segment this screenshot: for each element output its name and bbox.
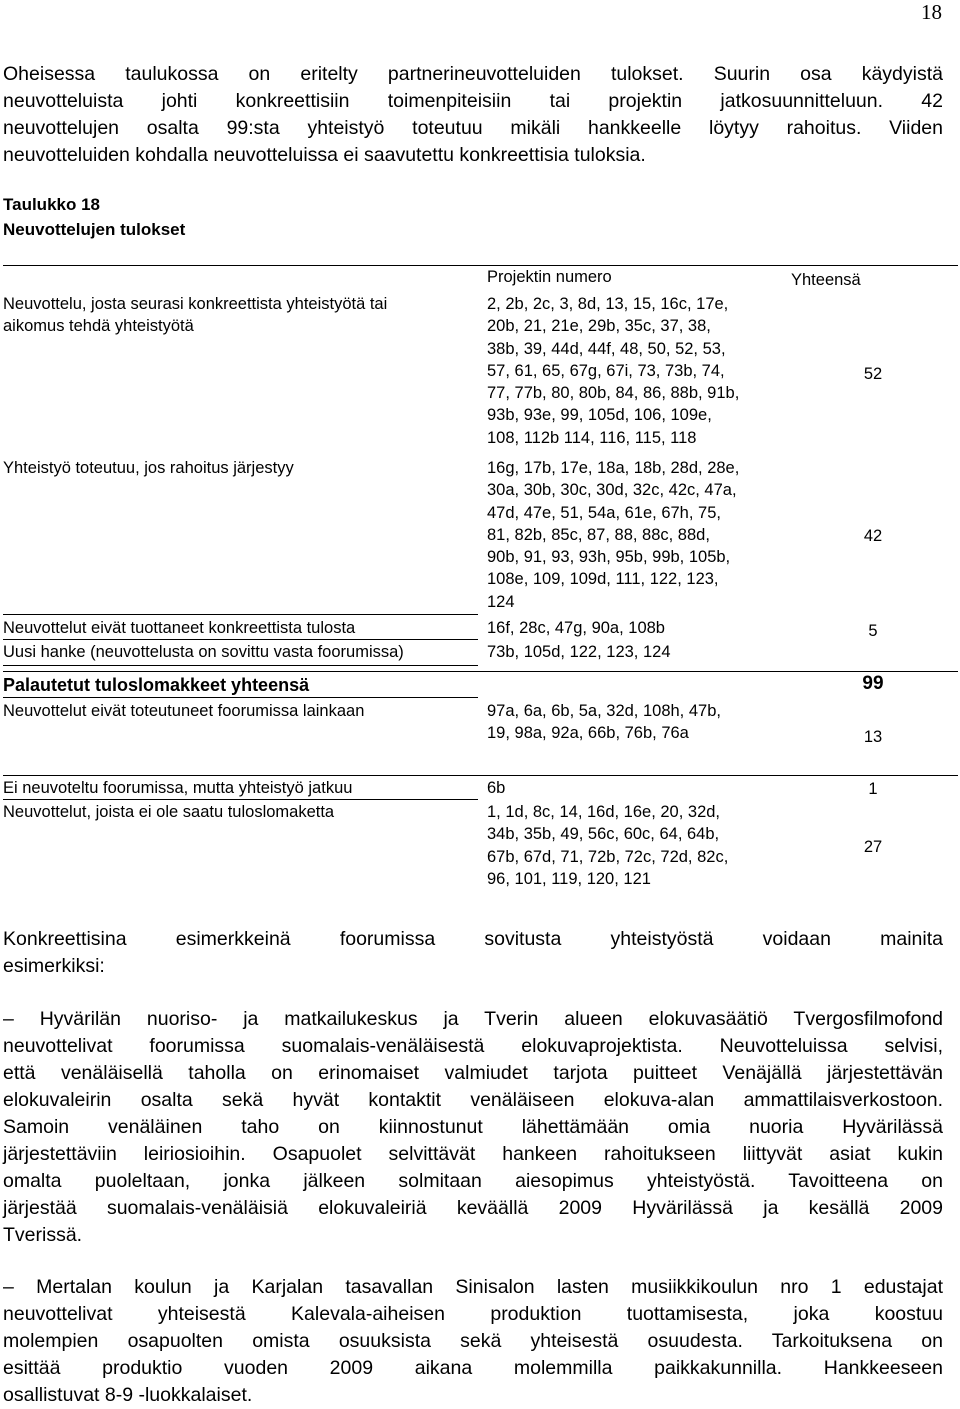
project-numbers-line: 67b, 67d, 71, 72b, 72c, 72d, 82c,: [487, 847, 729, 866]
header-project-number: Projektin numero: [487, 268, 612, 286]
row-divider: [3, 671, 958, 672]
example-1-line: Samoin venäläinen taho on kiinnostunut lähettämään omia nuoria Hyvärilässä: [3, 1116, 943, 1138]
table-number: Taulukko 18: [3, 195, 100, 214]
project-numbers-line: 6b: [487, 779, 506, 797]
row-count: 5: [868, 622, 878, 640]
row-divider: [3, 799, 478, 800]
examples-intro-line: esimerkiksi:: [3, 955, 105, 977]
row-label: Neuvottelut eivät tuottaneet konkreettista tulosta: [3, 619, 356, 637]
project-numbers: [487, 777, 787, 799]
examples-intro-line: Konkreettisina esimerkkeinä foorumissa sovitusta yhteistyöstä voidaan mainita: [3, 928, 943, 950]
table-caption: [3, 192, 185, 242]
example-1-line: elokuvaleirin osalta sekä hyvät kontaktit venäläiseen elokuva-alan ammattilaisverkostoon.: [3, 1089, 943, 1111]
project-numbers-line: 38b, 39, 44d, 44f, 48, 50, 52, 53,: [487, 339, 726, 358]
example-2-line: neuvottelivat yhteisestä Kalevala-aiheisen produktion tuottamisesta, joka koostuu: [3, 1303, 943, 1325]
project-numbers-line: 108, 112b 114, 116, 115, 118: [487, 428, 697, 447]
project-numbers-line: 16g, 17b, 17e, 18a, 18b, 28d, 28e,: [487, 459, 740, 477]
row-label: Palautetut tuloslomakkeet yhteensä: [3, 675, 310, 695]
project-numbers-line: 1, 1d, 8c, 14, 16d, 16e, 20, 32d,: [487, 803, 721, 821]
project-numbers-line: 19, 98a, 92a, 66b, 76b, 76a: [487, 724, 689, 743]
example-2-paragraph: [3, 1274, 943, 1409]
project-numbers-line: 47d, 47e, 51, 54a, 61e, 67h, 75,: [487, 503, 721, 522]
row-label: [3, 293, 387, 338]
example-1-line: omalta puoleltaan, jonka jälkeen solmitaan aiesopimus yhteistyöstä. Tavoitteena on: [3, 1170, 943, 1192]
examples-intro-paragraph: [3, 926, 943, 980]
example-1-line: järjestää suomalais-venäläisiä elokuvaleiriä keväällä 2009 Hyvärilässä ja kesällä 2009: [3, 1197, 943, 1219]
example-1-line: – Hyvärilän nuoriso- ja matkailukeskus ja Tverin alueen elokuvasäätiö Tvergosfilmofond: [3, 1008, 943, 1030]
row-label: Yhteistyö toteutuu, jos rahoitus järjestyy: [3, 459, 294, 477]
project-numbers-line: 16f, 28c, 47g, 90a, 108b: [487, 619, 665, 637]
project-numbers-line: 73b, 105d, 122, 123, 124: [487, 643, 671, 661]
example-1-line: että venäläisellä taholla on erinomaiset valmiudet tarjota puitteet Venäjällä järjestettävän: [3, 1062, 943, 1084]
example-1-line: järjestettäviin leiriosioihin. Osapuolet selvittävät hankeen rahoitukseen liittyvät asiat kukin: [3, 1143, 943, 1165]
table-title: Neuvottelujen tulokset: [3, 220, 186, 239]
project-numbers-line: 90b, 91, 93, 93h, 95b, 99b, 105b,: [487, 548, 731, 567]
row-label-line: aikomus tehdä yhteistyötä: [3, 317, 194, 336]
project-numbers: [487, 617, 787, 639]
row-divider: [3, 697, 478, 698]
intro-paragraph: [3, 61, 943, 169]
project-numbers-line: 97a, 6a, 6b, 5a, 32d, 108h, 47b,: [487, 702, 721, 720]
row-divider: [3, 775, 958, 776]
intro-line: neuvottelujen osalta 99:sta yhteistyö toteutuu mikäli hankkeelle löytyy rahoitus. Viiden: [3, 117, 943, 139]
project-numbers: [487, 700, 787, 745]
project-numbers: [487, 457, 787, 613]
page-number: 18: [921, 0, 942, 24]
row-label: Neuvottelut eivät toteutuneet foorumissa lainkaan: [3, 702, 365, 720]
table-top-border: [3, 265, 958, 266]
row-divider: [3, 665, 478, 666]
project-numbers-line: 30a, 30b, 30c, 30d, 32c, 42c, 47a,: [487, 481, 737, 500]
intro-line: Oheisessa taulukossa on eritelty partnerineuvotteluiden tulokset. Suurin osa käydyistä: [3, 63, 943, 85]
project-numbers-line: 2, 2b, 2c, 3, 8d, 13, 15, 16c, 17e,: [487, 295, 729, 313]
row-divider: [3, 614, 478, 615]
example-2-line: osallistuvat 8-9 -luokkalaiset.: [3, 1384, 253, 1406]
project-numbers-line: 20b, 21, 21e, 29b, 35c, 37, 38,: [487, 317, 711, 336]
project-numbers-line: 96, 101, 119, 120, 121: [487, 869, 651, 888]
row-count: 52: [863, 365, 883, 383]
row-count: 99: [862, 673, 884, 694]
row-label: Neuvottelut, joista ei ole saatu tuloslomaketta: [3, 803, 335, 821]
row-count: 13: [863, 728, 883, 746]
project-numbers-line: 93b, 93e, 99, 105d, 106, 109e,: [487, 406, 712, 425]
project-numbers: [487, 641, 787, 663]
project-numbers: [487, 801, 787, 890]
project-numbers-line: 108e, 109, 109d, 111, 122, 123,: [487, 570, 719, 589]
project-numbers-line: 57, 61, 65, 67g, 67i, 73, 73b, 74,: [487, 361, 725, 380]
project-numbers-line: 124: [487, 592, 515, 611]
row-label: Uusi hanke (neuvottelusta on sovittu vasta foorumissa): [3, 643, 404, 661]
row-count: 1: [868, 780, 878, 798]
project-numbers: [487, 293, 787, 449]
example-1-paragraph: [3, 1006, 943, 1249]
row-count: 42: [863, 527, 883, 545]
project-numbers-line: 34b, 35b, 49, 56c, 60c, 64, 64b,: [487, 825, 720, 844]
row-label: Ei neuvoteltu foorumissa, mutta yhteistyö jatkuu: [3, 779, 353, 797]
row-label-line: Neuvottelu, josta seurasi konkreettista yhteistyötä tai: [3, 295, 388, 313]
intro-line: neuvotteluiden kohdalla neuvotteluissa ei saavutettu konkreettisia tuloksia.: [3, 144, 646, 166]
project-numbers-line: 81, 82b, 85c, 87, 88, 88c, 88d,: [487, 525, 710, 544]
example-1-line: Tverissä.: [3, 1224, 83, 1246]
row-count: 27: [863, 838, 883, 856]
project-numbers-line: 77, 77b, 80, 80b, 84, 86, 88b, 91b,: [487, 384, 740, 403]
row-divider: [3, 639, 478, 640]
example-2-line: esittää produktio vuoden 2009 aikana molemmilla paikkakunnilla. Hankkeeseen: [3, 1357, 943, 1379]
header-total: Yhteensä: [791, 271, 861, 289]
example-1-line: neuvottelivat foorumissa suomalais-venäläisestä elokuvaprojektista. Neuvotteluissa selvisi,: [3, 1035, 943, 1057]
example-2-line: molempien osapuolten omista osuuksista sekä yhteisestä osuudesta. Tarkoituksena on: [3, 1330, 943, 1352]
intro-line: neuvotteluista johti konkreettisiin toimenpiteisiin tai projektin jatkosuunnitteluun. 42: [3, 90, 943, 112]
example-2-line: – Mertalan koulun ja Karjalan tasavallan Sinisalon lasten musiikkikoulun nro 1 edustajat: [3, 1276, 943, 1298]
